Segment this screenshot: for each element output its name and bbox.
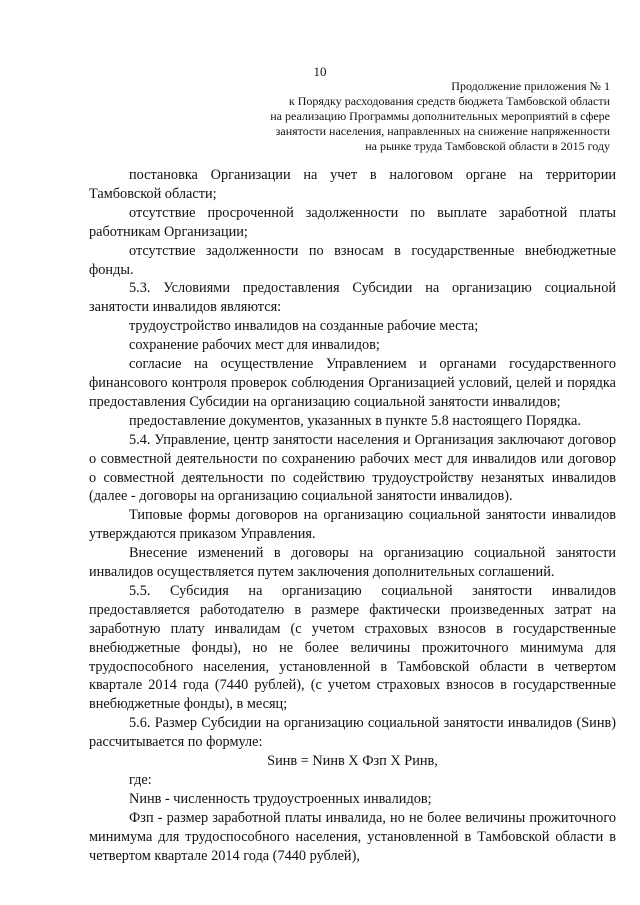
formula: Sинв = Nинв Х Фзп Х Ринв, [267,753,438,770]
where-label: где: [129,772,152,788]
header-line: занятости населения, направленных на снижение напряженности [275,124,610,138]
paragraph: предоставление документов, указанных в пункте 5.8 настоящего Порядка. [129,412,581,429]
paragraph: 5.4. Управление, центр занятости населения и Организация заключают договор о совместной деятельности по сохранению рабочих мест для инвалидов или договор о совместной деятельности по содействию трудоустройству незанятых инвалидов (далее - договоры на организацию социальной занятости инвалидов). [89,431,616,505]
header-line: на реализацию Программы дополнительных мероприятий в сфере [270,109,610,123]
header-line: Продолжение приложения № 1 [451,79,610,93]
header-line: на рынке труда Тамбовской области в 2015 году [365,139,610,153]
paragraph: сохранение рабочих мест для инвалидов; [129,337,380,354]
paragraph: согласие на осуществление Управлением и органами государственного финансового контроля проверок соблюдения Организацией условий, целей и порядка предоставления Субсидии на организацию социальной занятости инвалидов; [89,356,616,410]
paragraph: Внесение изменений в договоры на организацию социальной занятости инвалидов осуществляется путем заключения дополнительных соглашений. [89,545,616,581]
appendix-header [210,79,610,154]
paragraph: 5.6. Размер Субсидии на организацию социальной занятости инвалидов (Sинв) рассчитывается по формуле: [89,715,616,751]
document-body [89,166,616,866]
paragraph: Типовые формы договоров на организацию социальной занятости инвалидов утверждаются приказом Управления. [89,507,616,543]
definition: Nинв - численность трудоустроенных инвалидов; [129,790,432,807]
definition: Фзп - размер заработной платы инвалида, но не более величины прожиточного минимума для трудоспособного населения, установленной в Тамбовской области в четвертом квартале 2014 года (7440 рублей), [89,809,616,864]
paragraph: трудоустройство инвалидов на созданные рабочие места; [129,318,479,335]
paragraph: постановка Организации на учет в налоговом органе на территории Тамбовской области; [89,167,616,202]
paragraph: 5.3. Условиями предоставления Субсидии на организацию социальной занятости инвалидов являются: [89,280,616,316]
header-line: к Порядку расходования средств бюджета Тамбовской области [288,94,610,108]
paragraph: отсутствие задолженности по взносам в государственные внебюджетные фонды. [89,242,616,278]
paragraph: 5.5. Субсидия на организацию социальной занятости инвалидов предоставляется работодателю в размере фактически произведенных затрат на заработную плату инвалидам (с учетом страховых взносов в государственные внебюджетные фонды), но не более величины прожиточного минимума для трудоспособного населения, установленной в Тамбовской области в четвертом квартале 2014 года (7440 рублей), (с учетом страховых взносов в государственные внебюджетные фонды), в месяц; [89,582,616,713]
paragraph: отсутствие просроченной задолженности по выплате заработной платы работникам Организации; [89,204,616,240]
page-number: 10 [313,64,327,79]
